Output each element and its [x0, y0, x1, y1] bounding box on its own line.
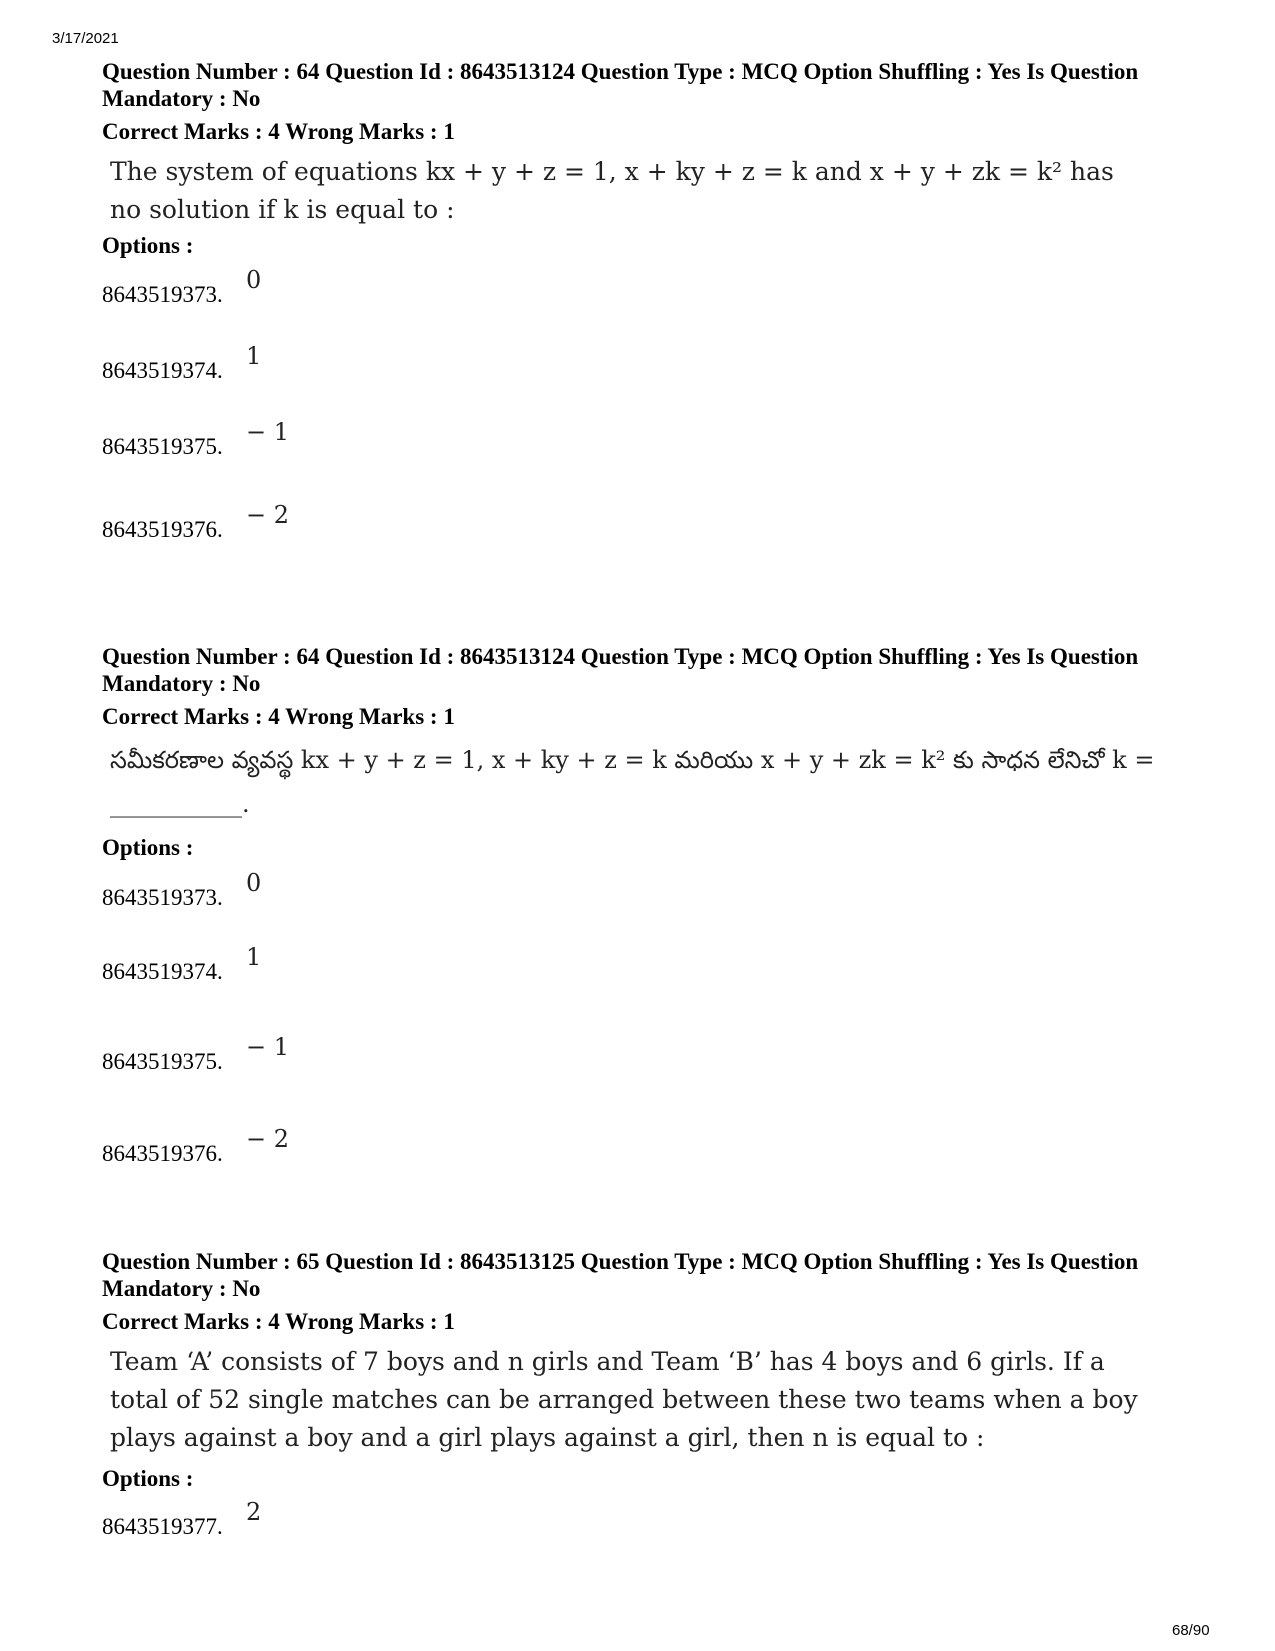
- option-id: 8643519373.: [102, 885, 223, 910]
- question-text: Team ‘A’ consists of 7 boys and n girls and Team ‘B’ has 4 boys and 6 girls. If a total of 52 single matches can be arranged between these two teams when a boy plays against a boy and a girl plays against a girl, then n is equal to :: [110, 1347, 1138, 1452]
- option-value: − 2: [246, 501, 290, 529]
- option-value: 2: [246, 1498, 262, 1526]
- option-id: 8643519373.: [102, 282, 223, 307]
- question-text: సమీకరణాల వ్యవస్థ kx + y + z = 1, x + ky + z = k మరియు x + y + zk = k² కు సాధన లేనిచో k = ___________.: [110, 746, 1155, 818]
- question-block: [102, 643, 1202, 1166]
- option-id: 8643519374.: [102, 959, 223, 984]
- page-number: 68/90: [1172, 1622, 1210, 1639]
- option-row[interactable]: [102, 344, 502, 384]
- question-marks: Correct Marks : 4 Wrong Marks : 1: [102, 1309, 455, 1334]
- options-label: Options :: [102, 835, 194, 860]
- question-text: The system of equations kx + y + z = 1, x + ky + z = k and x + y + zk = k² has no solution if k is equal to :: [110, 157, 1114, 224]
- option-id: 8643519376.: [102, 517, 223, 542]
- option-id: 8643519377.: [102, 1514, 223, 1539]
- option-row[interactable]: [102, 945, 502, 985]
- option-row[interactable]: [102, 1500, 502, 1540]
- option-id: 8643519375.: [102, 434, 223, 459]
- question-meta: Question Number : 64 Question Id : 8643513124 Question Type : MCQ Option Shuffling : Yes Is Question Mandatory : No: [102, 59, 1139, 111]
- question-meta: Question Number : 64 Question Id : 8643513124 Question Type : MCQ Option Shuffling : Yes Is Question Mandatory : No: [102, 644, 1139, 696]
- option-row[interactable]: [102, 420, 502, 460]
- question-block: [102, 58, 1202, 542]
- option-row[interactable]: [102, 871, 502, 911]
- option-value: 1: [246, 943, 262, 971]
- option-value: − 1: [246, 1033, 290, 1061]
- question-block: [102, 1248, 1202, 1539]
- options-label: Options :: [102, 233, 194, 258]
- option-row[interactable]: [102, 503, 502, 543]
- option-value: − 2: [246, 1125, 290, 1153]
- question-meta: Question Number : 65 Question Id : 8643513125 Question Type : MCQ Option Shuffling : Yes Is Question Mandatory : No: [102, 1249, 1139, 1301]
- option-id: 8643519375.: [102, 1049, 223, 1074]
- option-id: 8643519376.: [102, 1141, 223, 1166]
- question-marks: Correct Marks : 4 Wrong Marks : 1: [102, 704, 455, 729]
- option-value: − 1: [246, 418, 290, 446]
- option-id: 8643519374.: [102, 358, 223, 383]
- option-value: 0: [246, 266, 262, 294]
- option-row[interactable]: [102, 268, 502, 308]
- option-row[interactable]: [102, 1127, 502, 1167]
- question-marks: Correct Marks : 4 Wrong Marks : 1: [102, 119, 455, 144]
- print-date: 3/17/2021: [52, 30, 119, 47]
- option-row[interactable]: [102, 1035, 502, 1075]
- options-label: Options :: [102, 1466, 194, 1491]
- option-value: 1: [246, 342, 262, 370]
- option-value: 0: [246, 869, 262, 897]
